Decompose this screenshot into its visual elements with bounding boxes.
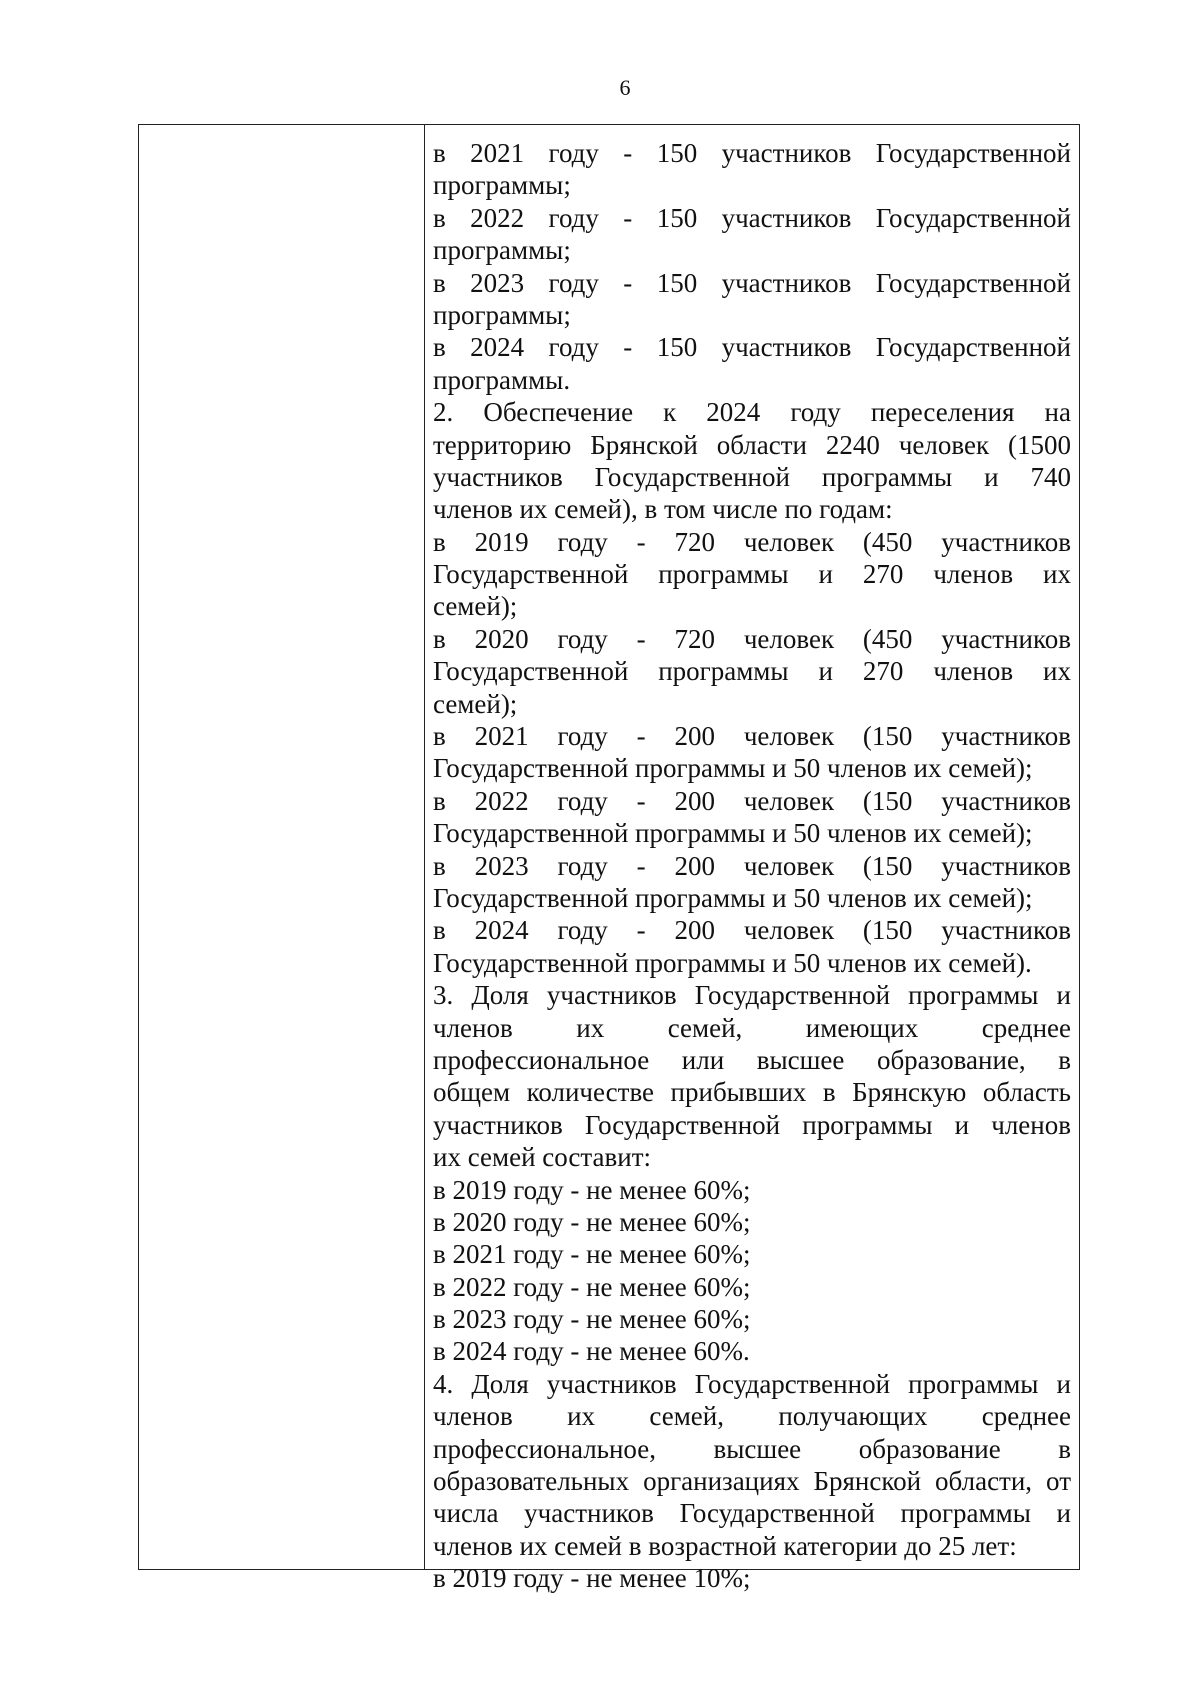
text-line: программы; <box>433 170 571 201</box>
text-line: программы. <box>433 364 571 395</box>
text-line: в 2023 году - 150 участников Государственной <box>433 267 1071 298</box>
text-line: в 2022 году - 150 участников Государственной <box>433 202 1071 233</box>
text-line: Государственной программы и 50 членов их семей); <box>433 753 1033 784</box>
text-line: Государственной программы и 50 членов их семей). <box>433 947 1032 978</box>
text-line: членов их семей), в том числе по годам: <box>433 494 893 525</box>
text-line: 2. Обеспечение к 2024 году переселения на <box>433 397 1071 428</box>
text-line: в 2021 году - не менее 60%; <box>433 1239 751 1270</box>
text-line: в 2021 году - 150 участников Государственной <box>433 138 1071 168</box>
text-line: семей); <box>433 591 518 622</box>
text-line: Государственной программы и 50 членов их семей); <box>433 882 1033 913</box>
text-line: в 2023 году - не менее 60%; <box>433 1304 751 1335</box>
text-line: в 2024 году - 200 человек (150 участников <box>433 915 1071 946</box>
text-line: Государственной программы и 50 членов их семей); <box>433 818 1033 849</box>
text-line: их семей составит: <box>433 1142 652 1173</box>
text-line: в 2021 году - 200 человек (150 участников <box>433 721 1071 752</box>
text-line: профессиональное, высшее образование в <box>433 1433 1071 1464</box>
document-table <box>138 124 1080 1594</box>
text-line: семей); <box>433 688 518 719</box>
table-right-column <box>425 125 1079 1594</box>
text-line: членов их семей, получающих среднее <box>433 1401 1071 1432</box>
text-line: членов их семей, имеющих среднее <box>433 1012 1071 1043</box>
text-line: числа участников Государственной программы и <box>433 1498 1071 1529</box>
text-line: Государственной программы и 270 членов их <box>433 656 1071 687</box>
text-line: в 2019 году - 720 человек (450 участников <box>433 526 1071 557</box>
text-line: программы; <box>433 235 571 266</box>
text-line: участников Государственной программы и 740 <box>433 461 1071 492</box>
text-line: членов их семей в возрастной категории до 25 лет: <box>433 1530 1017 1561</box>
text-line: образовательных организациях Брянской области, от <box>433 1466 1071 1497</box>
text-line: в 2024 году - не менее 60%. <box>433 1336 750 1367</box>
text-line: в 2020 году - 720 человек (450 участников <box>433 623 1071 654</box>
text-line: профессиональное или высшее образование, в <box>433 1044 1071 1075</box>
text-line: в 2019 году - не менее 60%; <box>433 1174 751 1205</box>
text-line: Государственной программы и 270 членов их <box>433 559 1071 590</box>
text-line: в 2024 году - 150 участников Государственной <box>433 332 1071 363</box>
text-line: в 2022 году - не менее 60%; <box>433 1271 751 1302</box>
text-line: в 2019 году - не менее 10%; <box>433 1563 751 1594</box>
text-line: 4. Доля участников Государственной программы и <box>433 1368 1071 1399</box>
page-number: 6 <box>619 75 631 100</box>
text-line: 3. Доля участников Государственной программы и <box>433 980 1071 1011</box>
text-line: в 2022 году - 200 человек (150 участников <box>433 785 1071 816</box>
text-line: в 2023 году - 200 человек (150 участников <box>433 850 1071 881</box>
text-line: участников Государственной программы и членов <box>433 1109 1071 1140</box>
text-line: программы; <box>433 299 571 330</box>
text-line: территорию Брянской области 2240 человек (1500 <box>433 429 1071 460</box>
text-line: общем количестве прибывших в Брянскую область <box>433 1077 1071 1108</box>
table-left-column <box>139 125 425 1569</box>
text-line: в 2020 году - не менее 60%; <box>433 1206 751 1237</box>
